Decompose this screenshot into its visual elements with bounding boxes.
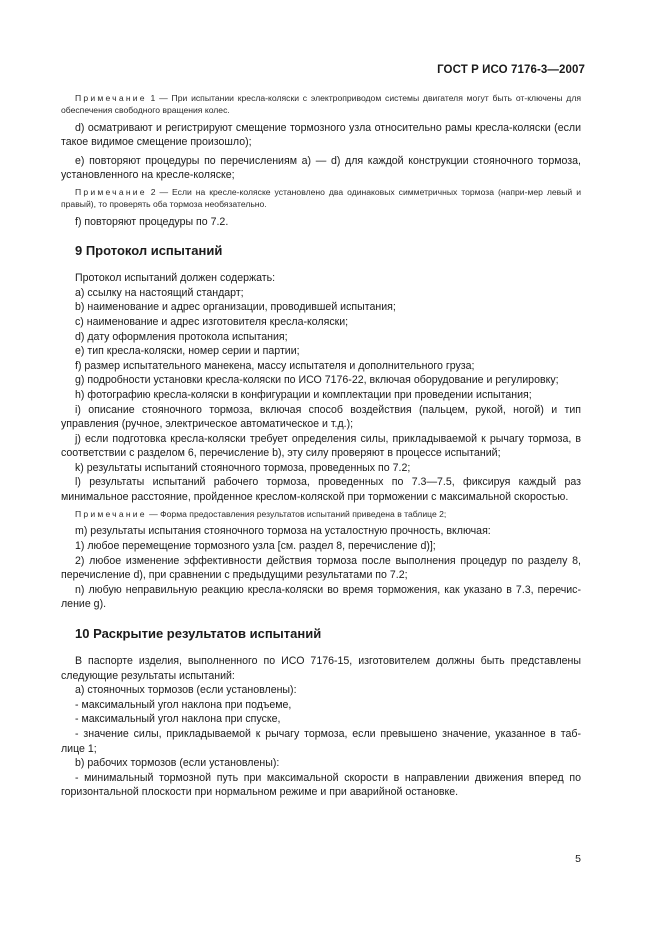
page-number: 5 (575, 853, 581, 865)
note-label: Примечание (75, 508, 147, 519)
list-item: - значение силы, прикладываемой к рычагу тормоза, если превышено значение, указанное в таб-лице 1; (61, 727, 581, 755)
list-item: k) результаты испытаний стояночного тормоза, проведенных по 7.2; (75, 461, 411, 474)
list-item-e: e) повторяют процедуры по перечислениям а) — d) для каждой конструкции стояночного тормоза, установленного на кресле-коляске; (61, 154, 581, 182)
list-item: g) подробности установки кресла-коляски по ИСО 7176-22, включая оборудование и регулировку; (75, 374, 559, 387)
list-item: - максимальный угол наклона при спуске, (75, 713, 281, 726)
section-10-title: 10 Раскрытие результатов испытаний (75, 626, 322, 642)
list-item: e) тип кресла-коляски, номер серии и партии; (75, 345, 300, 358)
list-item: m) результаты испытания стояночного тормоза на усталостную прочность, включая: (75, 525, 491, 538)
note-text: 2 — Если на кресле-коляске установлено два одинаковых симметричных тормоза (напри-мер левый и правый), то проверять оба тормоза необязательно. (61, 186, 581, 209)
document-body (61, 93, 581, 800)
section-9-title: 9 Протокол испытаний (75, 243, 223, 259)
note-label: Примечание (75, 186, 147, 197)
list-item: f) размер испытательного манекена, массу испытателя и дополнительного груза; (75, 359, 475, 372)
list-item: c) наименование и адрес изготовителя кресла-коляски; (75, 315, 349, 328)
list-item-d: d) осматривают и регистрируют смещение тормозного узла относительно рамы кресла-коляски (если такое видимое смещение произошло); (61, 121, 581, 149)
section-9-intro: Протокол испытаний должен содержать: (75, 272, 276, 285)
list-item: n) любую неправильную реакцию кресла-коляски во время торможения, как указано в 7.3, перечис-ление g). (61, 583, 581, 611)
list-item: a) стояночных тормозов (если установлены): (75, 684, 297, 697)
list-item: j) если подготовка кресла-коляски требует определения силы, прикладываемой к рычагу тормоза, в соответствии с разделом 6, перечисление b), эту силу проверяют в процессе испытаний; (61, 432, 581, 460)
list-item: d) дату оформления протокола испытания; (75, 330, 288, 343)
note-text: — Форма предоставления результатов испытаний приведена в таблице 2; (146, 508, 447, 519)
list-item-f: f) повторяют процедуры по 7.2. (75, 215, 229, 228)
note-label: Примечание (75, 93, 147, 103)
list-item: b) рабочих тормозов (если установлены): (75, 757, 280, 770)
list-item: l) результаты испытаний рабочего тормоза, проведенных по 7.3—7.5, фиксируя каждый раз минимальное расстояние, пройденное креслом-коляской при торможении с максимальной скоростью. (61, 476, 581, 504)
list-item: b) наименование и адрес организации, проводившей испытания; (75, 301, 396, 314)
list-item: - минимальный тормозной путь при максимальной скорости в направлении движения вперед по горизонтальной плоскости при нормальном режиме и при аварийной остановке. (61, 771, 581, 799)
list-item: i) описание стояночного тормоза, включая способ воздействия (пальцем, рукой, ногой) и тип управления (ручное, электрическое автоматическое и т.д.); (61, 403, 581, 431)
list-item: - максимальный угол наклона при подъеме, (75, 698, 292, 711)
list-item: a) ссылку на настоящий стандарт; (75, 286, 244, 299)
note-text: 1 — При испытании кресла-коляски с электроприводом системы двигателя могут быть от-ключены для обеспечения свободного вращения колес. (61, 93, 581, 115)
list-item: h) фотографию кресла-коляски в конфигурации и комплектации при проведении испытания; (75, 388, 532, 401)
document-header: ГОСТ Р ИСО 7176-3—2007 (437, 64, 585, 76)
note-3 (61, 509, 581, 521)
note-2 (61, 187, 581, 211)
list-item: 2) любое изменение эффективности действия тормоза после выполнения процедур по разделу 8, перечисление d), при сравнении с предыдущими результатами по 7.2; (61, 554, 581, 582)
note-1 (61, 93, 581, 117)
list-item: 1) любое перемещение тормозного узла [см. раздел 8, перечисление d)]; (75, 540, 436, 553)
section-10-intro: В паспорте изделия, выполненного по ИСО 7176-15, изготовителем должны быть представлены следующие результаты испытаний: (61, 655, 581, 682)
